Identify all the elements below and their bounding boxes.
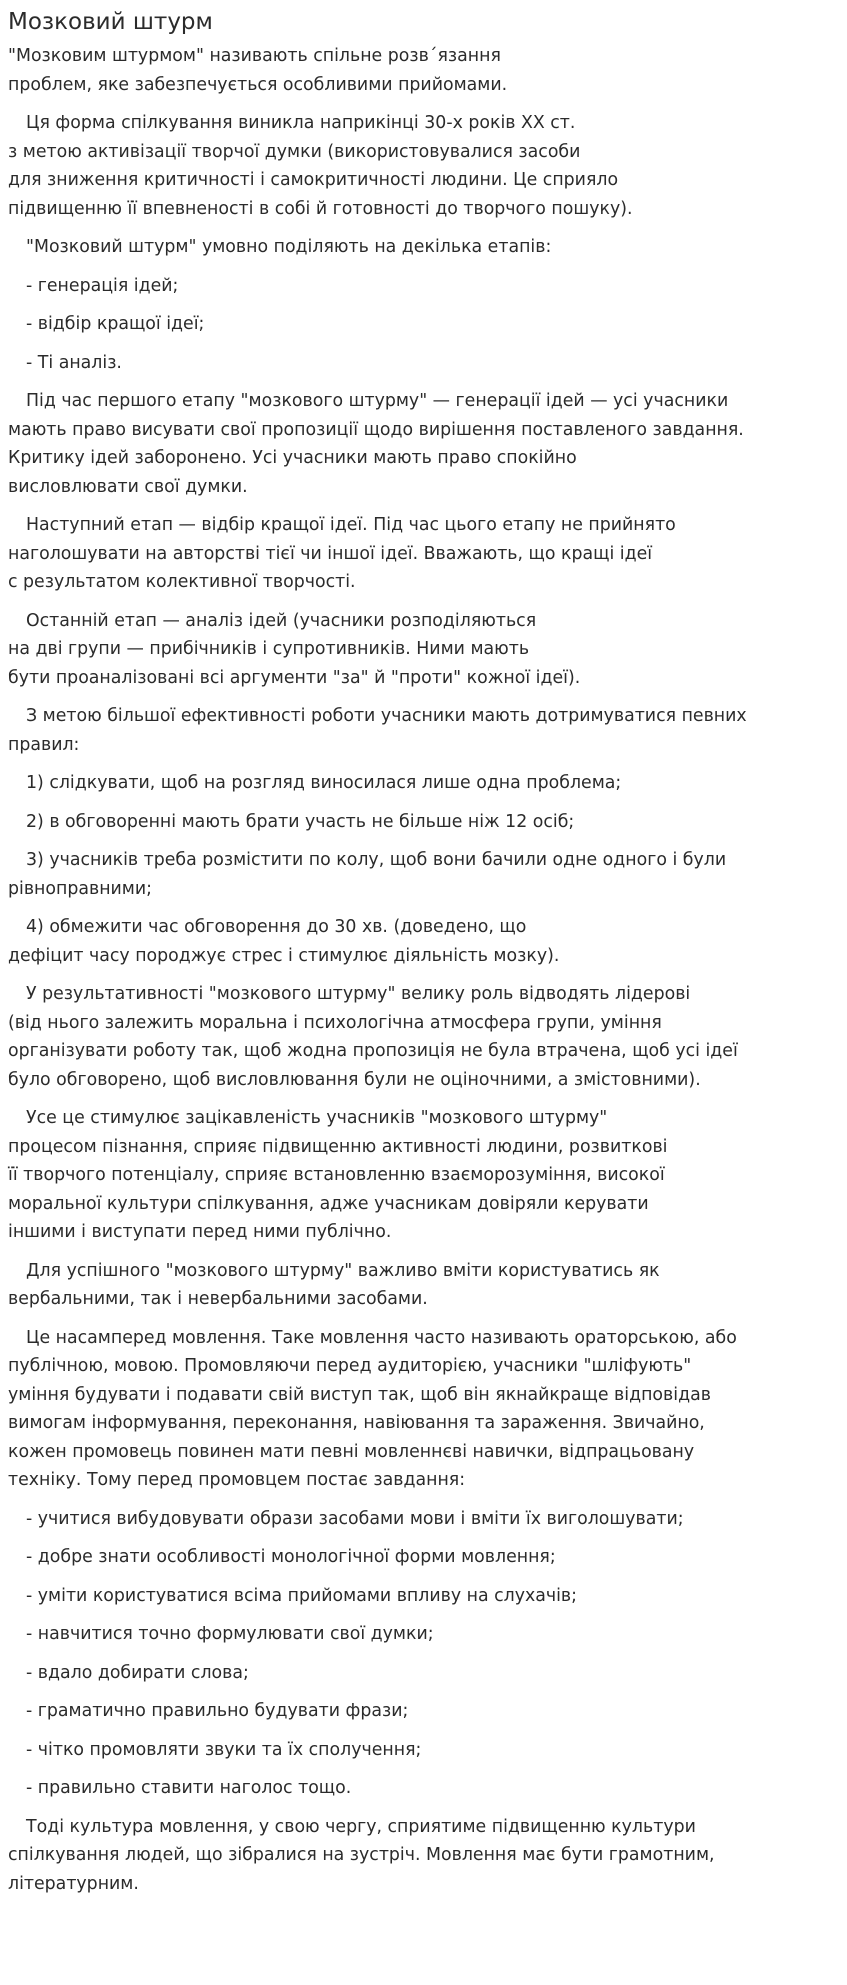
text-line: рівноправними; (8, 878, 153, 899)
text-line: літературним. (8, 1873, 139, 1894)
paragraph (8, 1774, 847, 1803)
paragraph (8, 1505, 847, 1534)
text-line: було обговорено, щоб висловлювання були не оціночними, а змістовними). (8, 1069, 701, 1090)
text-line: з метою активізації творчої думки (використовувалися засоби (8, 141, 581, 162)
paragraph (8, 607, 847, 693)
paragraph (8, 913, 847, 970)
text-line: для зниження критичності і самокритичності людини. Це сприяло (8, 170, 619, 190)
text-line: кожен промовець повинен мати певні мовленнєві навички, відпрацьовану (8, 1441, 695, 1462)
paragraph (8, 808, 847, 837)
text-line: Це насамперед мовлення. Таке мовлення часто називають ораторською, або (26, 1327, 737, 1348)
paragraph (8, 511, 847, 597)
text-line: - граматично правильно будувати фрази; (26, 1701, 409, 1721)
paragraph (8, 1257, 847, 1314)
paragraph (8, 1697, 847, 1726)
paragraph (8, 42, 847, 99)
text-line: "Мозковий штурм" умовно поділяють на декілька етапів: (26, 237, 552, 257)
text-line: З метою більшої ефективності роботи учасники мають дотримуватися певних (26, 706, 747, 726)
text-line: 1) слідкувати, щоб на розгляд виносилася лише одна проблема; (26, 773, 622, 793)
text-line: публічною, мовою. Промовляючи перед аудиторією, учасники "шліфують" (8, 1356, 692, 1376)
text-line: Критику ідей заборонено. Усі учасники мають право спокійно (8, 448, 577, 468)
text-line: - відбір кращої ідеї; (26, 314, 205, 334)
text-line: процесом пізнання, сприяє підвищенню активності людини, розвиткові (8, 1136, 668, 1157)
text-line: підвищенню її впевненості в собі й готовності до творчого пошуку). (8, 198, 633, 219)
text-line: проблем, яке забезпечується особливими прийомами. (8, 74, 508, 95)
text-line: 2) в обговоренні мають брати участь не більше ніж 12 осіб; (26, 811, 575, 832)
text-line: іншими і виступати перед ними публічно. (8, 1222, 392, 1242)
text-line: - добре знати особливості монологічної форми мовлення; (26, 1547, 556, 1567)
text-line: моральної культури спілкування, адже учасникам довіряли керувати (8, 1193, 649, 1214)
paragraph (8, 846, 847, 903)
text-line: (від нього залежить моральна і психологічна атмосфера групи, уміння (8, 1012, 662, 1033)
paragraph (8, 387, 847, 501)
paragraph (8, 1324, 847, 1495)
paragraph (8, 349, 847, 378)
text-line: бути проаналізовані всі аргументи "за" й "проти" кожної ідеї). (8, 667, 581, 688)
paragraph (8, 310, 847, 339)
paragraph (8, 1620, 847, 1649)
text-line: - Ті аналіз. (26, 352, 122, 373)
text-line: вербальними, так і невербальними засобами. (8, 1289, 428, 1309)
document-body (8, 42, 847, 1898)
text-line: "Мозковим штурмом" називають спільне розв´язання (8, 46, 501, 66)
paragraph (8, 109, 847, 223)
text-line: вимогам інформування, переконання, навіювання та зараження. Звичайно, (8, 1413, 705, 1433)
paragraph (8, 769, 847, 798)
text-line: Під час першого етапу "мозкового штурму" — генерації ідей — усі учасники (26, 391, 729, 411)
paragraph (8, 1736, 847, 1765)
text-line: - генерація ідей; (26, 275, 179, 296)
text-line: Для успішного "мозкового штурму" важливо вміти користуватись як (26, 1260, 660, 1281)
text-line: техніку. Тому перед промовцем постає завдання: (8, 1470, 466, 1490)
text-line: - навчитися точно формулювати свої думки; (26, 1624, 434, 1644)
text-line: на дві групи — прибічників і супротивників. Ними мають (8, 639, 530, 659)
paragraph (8, 980, 847, 1094)
paragraph (8, 1659, 847, 1688)
text-line: її творчого потенціалу, сприяє встановленню взаєморозуміння, високої (8, 1165, 665, 1185)
text-line: У результативності "мозкового штурму" велику роль відводять лідерові (26, 984, 691, 1004)
text-line: - вдало добирати слова; (26, 1662, 249, 1683)
paragraph (8, 1813, 847, 1899)
text-line: - чітко промовляти звуки та їх сполучення; (26, 1739, 422, 1760)
text-line: дефіцит часу породжує стрес і стимулює діяльність мозку). (8, 945, 560, 966)
text-line: - уміти користуватися всіма прийомами впливу на слухачів; (26, 1585, 577, 1606)
text-line: правил: (8, 734, 80, 755)
paragraph (8, 702, 847, 759)
text-line: спілкування людей, що зібралися на зустріч. Мовлення має бути грамотним, (8, 1845, 715, 1865)
paragraph (8, 1543, 847, 1572)
text-line: 4) обмежити час обговорення до 30 хв. (доведено, що (26, 917, 527, 937)
page-title: Мозковий штурм (8, 9, 213, 35)
text-line: Наступний етап — відбір кращої ідеї. Під час цього етапу не прийнято (26, 515, 676, 535)
paragraph (8, 272, 847, 301)
text-line: - учитися вибудовувати образи засобами мови і вміти їх виголошувати; (26, 1508, 684, 1529)
text-line: - правильно ставити наголос тощо. (26, 1778, 352, 1798)
text-line: Тоді культура мовлення, у свою чергу, сприятиме підвищенню культури (26, 1816, 696, 1837)
text-line: уміння будувати і подавати свій виступ так, щоб він якнайкраще відповідав (8, 1384, 711, 1405)
text-line: Усе це стимулює зацікавленість учасників "мозкового штурму" (26, 1108, 608, 1128)
text-line: наголошувати на авторстві тієї чи іншої ідеї. Вважають, що кращі ідеї (8, 543, 653, 564)
paragraph (8, 233, 847, 262)
text-line: 3) учасників треба розмістити по колу, щоб вони бачили одне одного і були (26, 850, 727, 870)
paragraph (8, 1104, 847, 1247)
text-line: Останній етап — аналіз ідей (учасники розподіляються (26, 610, 537, 631)
text-line: Ця форма спілкування виникла наприкінці 30-х років XX ст. (26, 113, 576, 133)
paragraph (8, 1582, 847, 1611)
text-line: висловлювати свої думки. (8, 476, 248, 497)
text-line: мають право висувати свої пропозиції щодо вирішення поставленого завдання. (8, 419, 744, 440)
text-line: с результатом колективної творчості. (8, 572, 356, 592)
text-line: організувати роботу так, щоб жодна пропозиція не була втрачена, щоб усі ідеї (8, 1041, 738, 1061)
